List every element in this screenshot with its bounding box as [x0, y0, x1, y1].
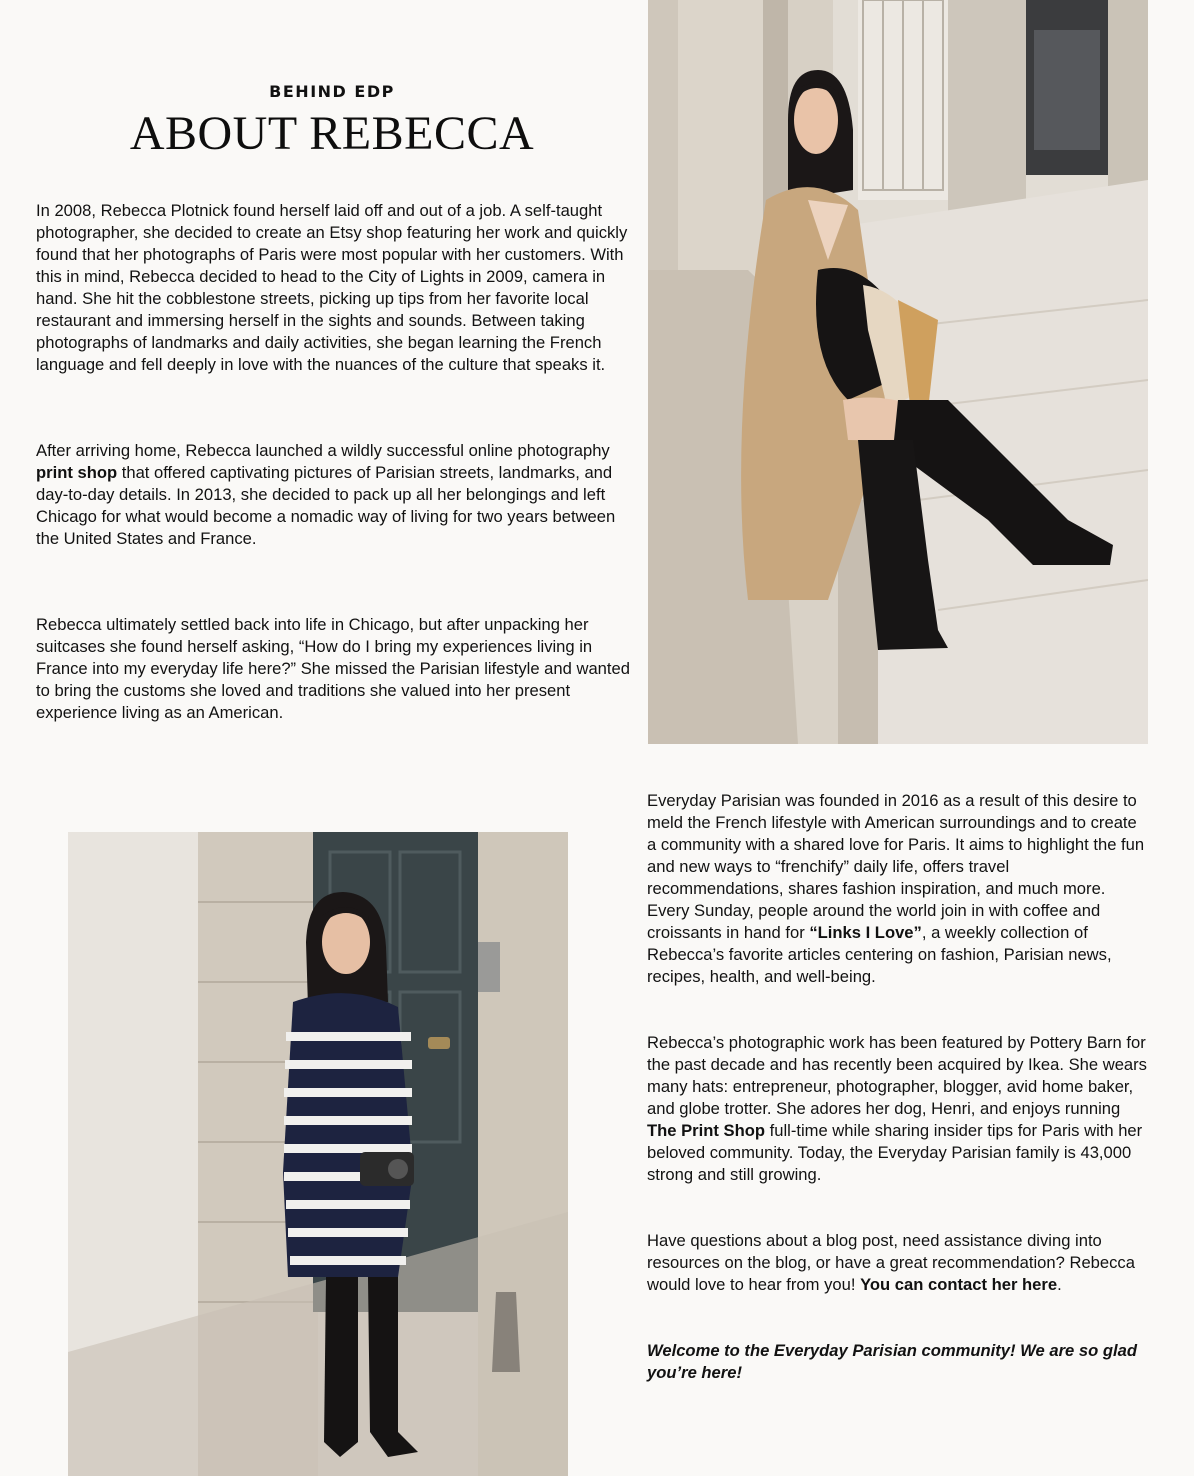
links-i-love-link[interactable]: “Links I Love” — [809, 923, 922, 942]
rebecca-seated-photo — [648, 0, 1148, 744]
paragraph-text: Rebecca’s photographic work has been featured by Pottery Barn for the past decade and has recently been acquired by Ikea. She wears many hats: entrepreneur, photographer, blogger, avid home baker, and globe trotter. She adores her dog, Henri, and enjoys running — [647, 1033, 1147, 1118]
paragraph-text: . — [1057, 1275, 1062, 1294]
paragraph-text: After arriving home, Rebecca launched a wildly successful online photography — [36, 441, 610, 460]
paragraph-text: that offered captivating pictures of Parisian streets, landmarks, and day-to-day details. In 2013, she decided to pack up all her belongings and left Chicago for what would become a nomadic way of living for two years between the United States and France. — [36, 463, 616, 548]
intro-paragraph-1: In 2008, Rebecca Plotnick found herself laid off and out of a job. A self-taught photographer, she decided to create an Etsy shop featuring her work and quickly found that her photographs of Paris were most popular with her customers. With this in mind, Rebecca decided to head to the City of Lights in 2009, camera in hand. She hit the cobblestone streets, picking up tips from her favorite local restaurant and immersing herself in the sights and sounds. Between taking photographs of landmarks and daily activities, she began learning the French language and fell deeply in love with the nuances of the culture that speaks it. — [36, 201, 628, 374]
paragraph-text: , a weekly collection of Rebecca’s favorite articles centering on fashion, Parisian news, recipes, health, and well-being. — [647, 923, 1112, 986]
intro-paragraph-3: Rebecca ultimately settled back into life in Chicago, but after unpacking her suitcases she found herself asking, “How do I bring my experiences living in France into my everyday life here?” She missed the Parisian lifestyle and wanted to bring the customs she loved and traditions she valued into her present experience living as an American. — [36, 615, 630, 722]
rebecca-standing-photo — [68, 832, 568, 1476]
print-shop-link[interactable]: print shop — [36, 463, 118, 482]
contact-link[interactable]: You can contact her here — [860, 1275, 1058, 1294]
paragraph-text: Everyday Parisian was founded in 2016 as a result of this desire to meld the French lifestyle with American surroundings and to create a community with a shared love for Paris. It aims to highlight the fun and new ways to “frenchify” daily life, offers travel recommendations, shares fashion inspiration, and much more. Every Sunday, people around the world join in with coffee and croissants in hand for — [647, 791, 1145, 942]
closing-welcome: Welcome to the Everyday Parisian community! We are so glad you’re here! — [647, 1341, 1137, 1382]
the-print-shop-link[interactable]: The Print Shop — [647, 1121, 765, 1140]
story-paragraph-3 — [647, 1230, 1149, 1296]
paragraph-text: full-time while sharing insider tips for Paris with her beloved community. Today, the Everyday Parisian family is 43,000 strong and still growing. — [647, 1121, 1143, 1184]
story-paragraph-1 — [647, 790, 1149, 988]
page-title: ABOUT REBECCA — [129, 107, 535, 160]
section-eyebrow: BEHIND EDP — [269, 82, 395, 101]
paragraph-text: Have questions about a blog post, need assistance diving into resources on the blog, or have a great recommendation? Rebecca would love to hear from you! — [647, 1231, 1135, 1294]
intro-paragraph-2 — [36, 440, 632, 550]
story-paragraph-2 — [647, 1032, 1149, 1186]
